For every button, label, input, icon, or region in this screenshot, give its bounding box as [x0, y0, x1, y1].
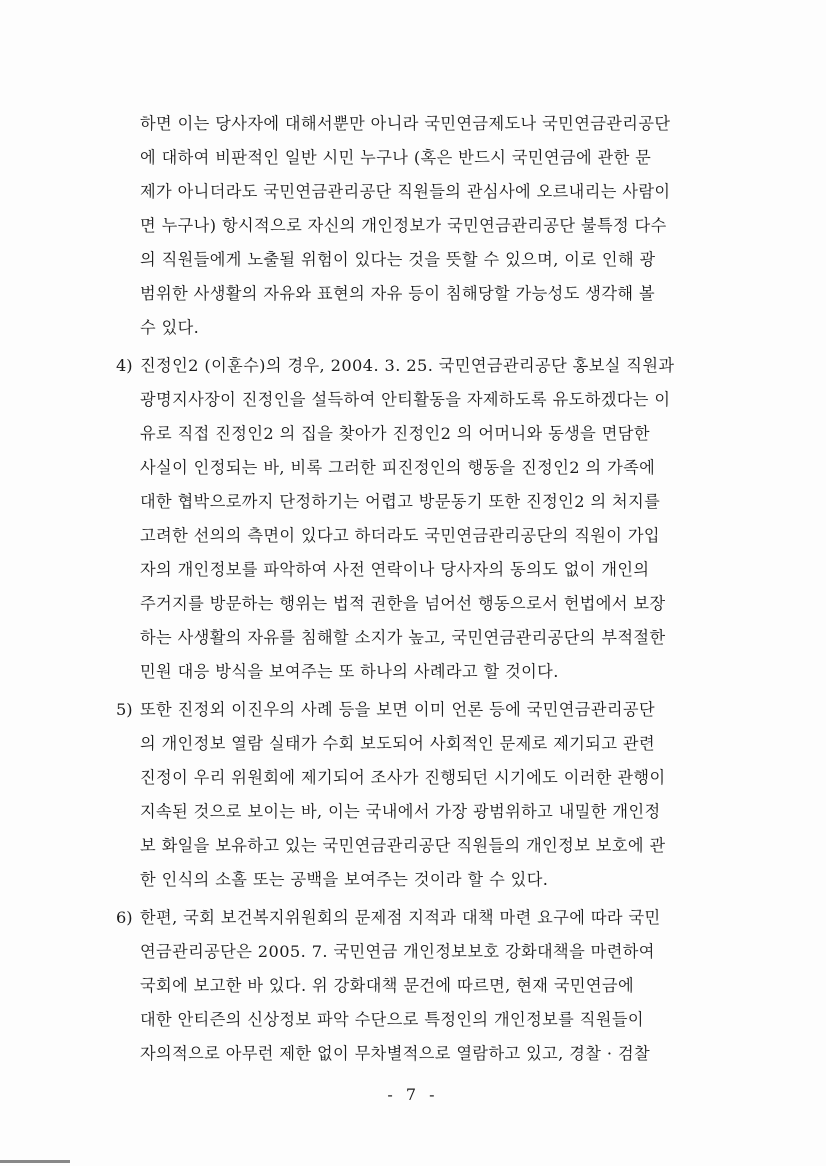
text-line: 대한 안티즌의 신상정보 파악 수단으로 특정인의 개인정보를 직원들이 [140, 1010, 644, 1029]
text-line: 에 대하여 비판적인 일반 시민 누구나 (혹은 반드시 국민연금에 관한 문 [140, 148, 652, 167]
text-line: 대한 협박으로까지 단정하기는 어렵고 방문동기 또한 진정인2 의 처지를 [140, 492, 661, 511]
text-line: 연금관리공단은 2005. 7. 국민연금 개인정보보호 강화대책을 마련하여 [140, 942, 655, 961]
text-line: 자의적으로 아무런 제한 없이 무차별적으로 열람하고 있고, 경찰 · 검찰 [140, 1044, 651, 1063]
text-line: 진정이 우리 위원회에 제기되어 조사가 진행되던 시기에도 이러한 관행이 [140, 768, 666, 787]
text-line: 한 인식의 소홀 또는 공백을 보여주는 것이라 할 수 있다. [140, 870, 549, 889]
paragraph-number: 5) [116, 700, 133, 719]
text-line: 민원 대응 방식을 보여주는 또 하나의 사례라고 할 것이다. [140, 662, 559, 681]
text-line: 하면 이는 당사자에 대해서뿐만 아니라 국민연금제도나 국민연금관리공단 [140, 114, 671, 133]
text-line: 보 화일을 보유하고 있는 국민연금관리공단 직원들의 개인정보 보호에 관 [140, 836, 666, 855]
text-line: 유로 직접 진정인2 의 집을 찾아가 진정인2 의 어머니와 동생을 면담한 [140, 424, 650, 443]
page-number: - 7 - [387, 1085, 439, 1104]
text-line: 제가 아니더라도 국민연금관리공단 직원들의 관심사에 오르내리는 사람이 [140, 182, 671, 201]
text-line: 한편, 국회 보건복지위원회의 문제점 지적과 대책 마련 요구에 따라 국민 [140, 908, 661, 927]
text-line: 범위한 사생활의 자유와 표현의 자유 등이 침해당할 가능성도 생각해 볼 [140, 284, 655, 303]
text-line: 자의 개인정보를 파악하여 사전 연락이나 당사자의 동의도 없이 개인의 [140, 560, 650, 579]
scan-edge-mark [0, 1160, 70, 1163]
text-line: 또한 진정외 이진우의 사례 등을 보면 이미 언론 등에 국민연금관리공단 [140, 700, 655, 719]
text-line: 사실이 인정되는 바, 비록 그러한 피진정인의 행동을 진정인2 의 가족에 [140, 458, 656, 477]
text-line: 수 있다. [140, 318, 200, 337]
paragraph-number: 6) [116, 908, 133, 927]
text-line: 국회에 보고한 바 있다. 위 강화대책 문건에 따르면, 현재 국민연금에 [140, 976, 635, 995]
text-line: 의 개인정보 열람 실태가 수회 보도되어 사회적인 문제로 제기되고 관련 [140, 734, 655, 753]
text-line: 면 누구나) 항시적으로 자신의 개인정보가 국민연금관리공단 불특정 다수 [140, 216, 667, 235]
text-line: 광명지사장이 진정인을 설득하여 안티활동을 자제하도록 유도하겠다는 이 [140, 390, 671, 409]
text-line: 의 직원들에게 노출될 위험이 있다는 것을 뜻할 수 있으며, 이로 인해 광 [140, 250, 656, 269]
paragraph-number: 4) [116, 356, 133, 375]
text-line: 진정인2 (이훈수)의 경우, 2004. 3. 25. 국민연금관리공단 홍보실 직원과 [140, 356, 675, 375]
text-line: 지속된 것으로 보이는 바, 이는 국내에서 가장 광범위하고 내밀한 개인정 [140, 802, 661, 821]
text-line: 주거지를 방문하는 행위는 법적 권한을 넘어선 행동으로서 헌법에서 보장 [140, 594, 666, 613]
text-line: 고려한 선의의 측면이 있다고 하더라도 국민연금관리공단의 직원이 가입 [140, 526, 660, 545]
text-line: 하는 사생활의 자유를 침해할 소지가 높고, 국민연금관리공단의 부적절한 [140, 628, 666, 647]
